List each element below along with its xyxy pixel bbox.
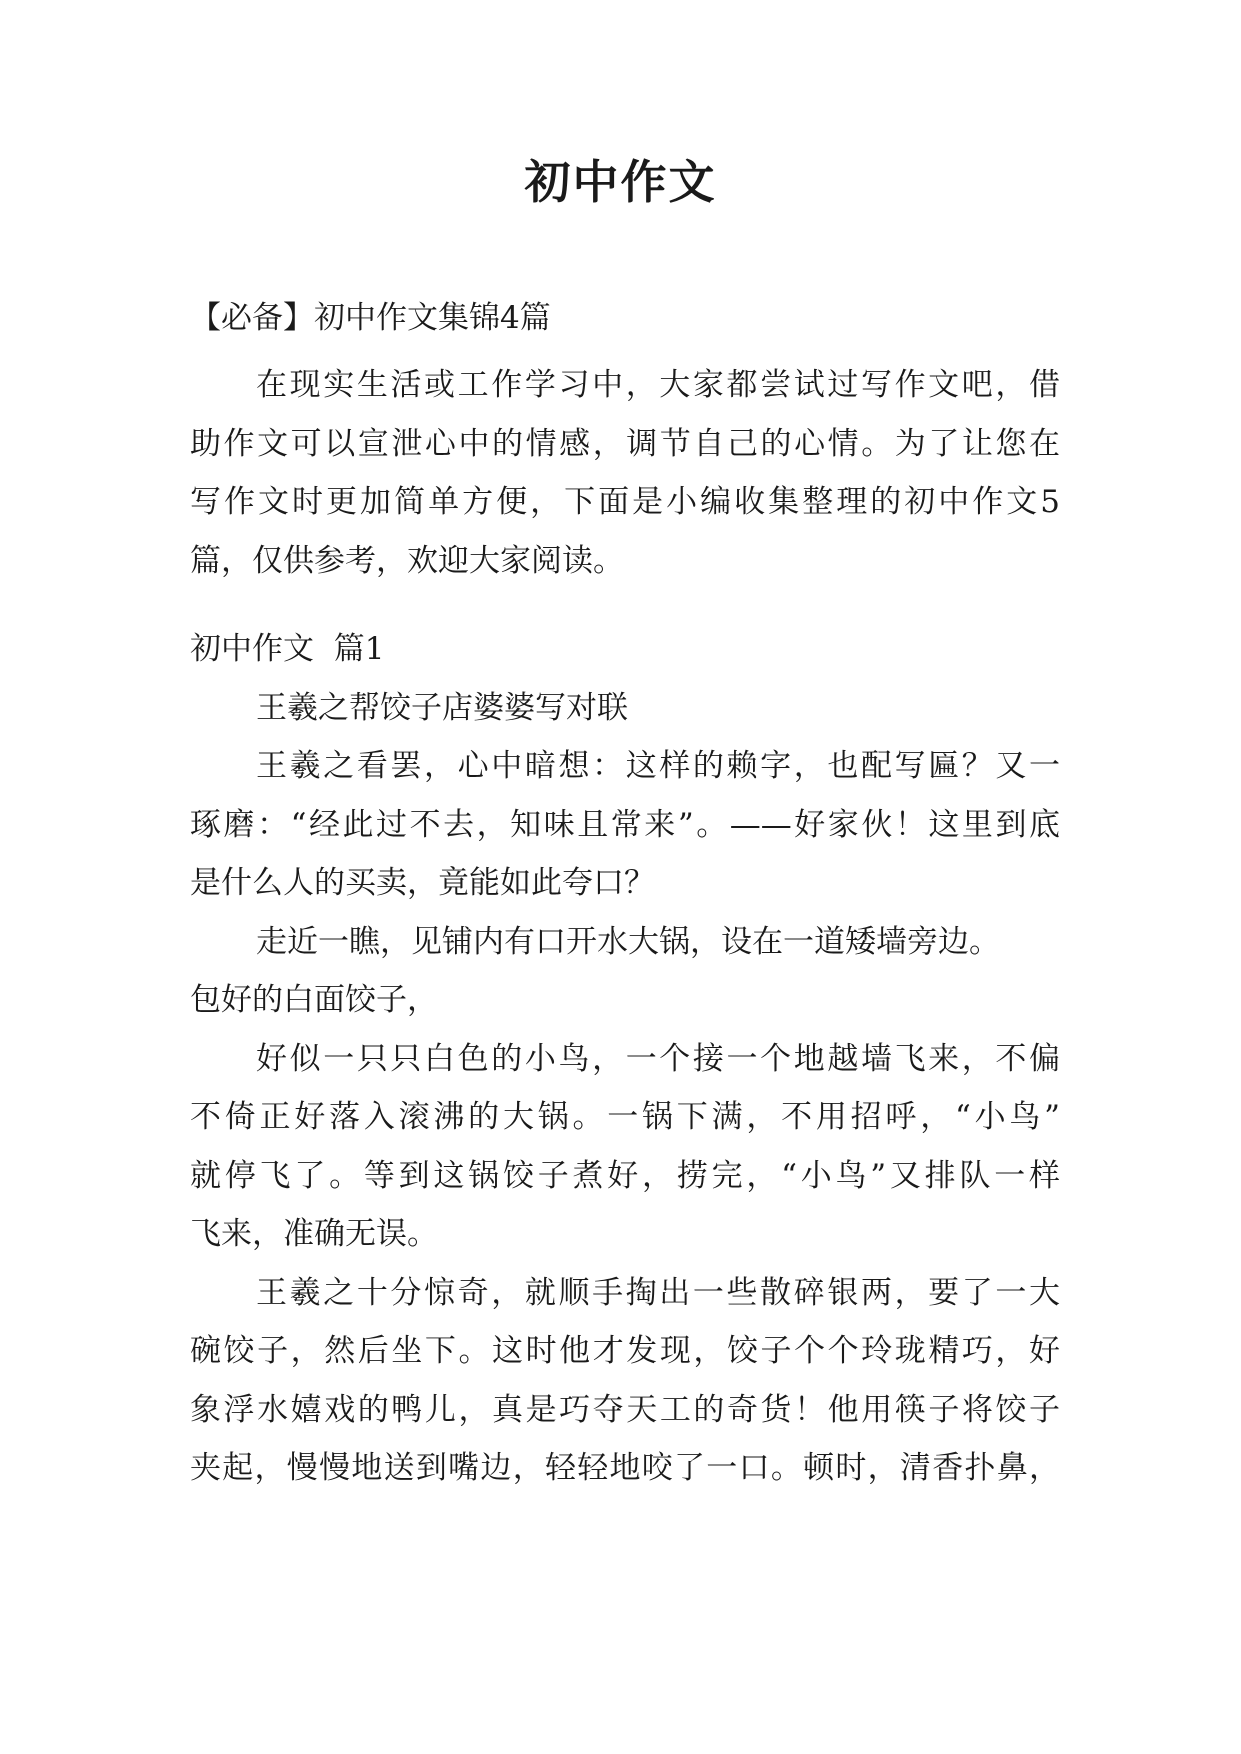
paragraph-line: 不倚正好落入滚沸的大锅。一锅下满，不用招呼，“小鸟” bbox=[190, 1099, 1060, 1135]
paragraph-line: 写作文时更加简单方便，下面是小编收集整理的初中作文5 bbox=[190, 484, 1060, 520]
paragraph-line: 助作文可以宣泄心中的情感，调节自己的心情。为了让您在 bbox=[190, 425, 1060, 462]
paragraph-line: 碗饺子，然后坐下。这时他才发现，饺子个个玲珑精巧，好 bbox=[190, 1333, 1060, 1369]
document-subtitle: 【必备】初中作文集锦4篇 bbox=[190, 300, 551, 336]
paragraph-line: 王羲之十分惊奇，就顺手掏出一些散碎银两，要了一大 bbox=[256, 1274, 1060, 1311]
paragraph-line: 就停飞了。等到这锅饺子煮好，捞完，“小鸟”又排队一样 bbox=[190, 1157, 1060, 1194]
paragraph-line: 走近一瞧，见铺内有口开水大锅，设在一道矮墙旁边。 bbox=[256, 923, 1000, 960]
paragraph-line: 是什么人的买卖，竟能如此夸口？ bbox=[190, 865, 655, 901]
paragraph-line: 象浮水嬉戏的鸭儿，真是巧夺天工的奇货！他用筷子将饺子 bbox=[190, 1391, 1060, 1428]
paragraph-line: 飞来，准确无误。 bbox=[190, 1216, 438, 1252]
paragraph-line: 包好的白面饺子， bbox=[190, 982, 438, 1018]
document-title: 初中作文 bbox=[524, 155, 717, 209]
paragraph-line: 篇，仅供参考，欢迎大家阅读。 bbox=[190, 542, 624, 579]
intro-paragraph bbox=[190, 356, 1060, 590]
article-title: 王羲之帮饺子店婆婆写对联 bbox=[256, 689, 628, 726]
paragraph-line: 夹起，慢慢地送到嘴边，轻轻地咬了一口。顿时，清香扑鼻， bbox=[190, 1450, 1060, 1486]
article-body bbox=[190, 620, 1060, 1498]
paragraph-line: 好似一只只白色的小鸟，一个接一个地越墙飞来，不偏 bbox=[256, 1040, 1060, 1077]
paragraph-line: 王羲之看罢，心中暗想：这样的赖字，也配写匾？又一 bbox=[256, 748, 1060, 784]
section-heading: 初中作文 篇1 bbox=[190, 631, 385, 667]
paragraph-line: 在现实生活或工作学习中，大家都尝试过写作文吧，借 bbox=[256, 367, 1060, 403]
paragraph-line: 琢磨：“经此过不去，知味且常来”。——好家伙！这里到底 bbox=[190, 806, 1060, 843]
